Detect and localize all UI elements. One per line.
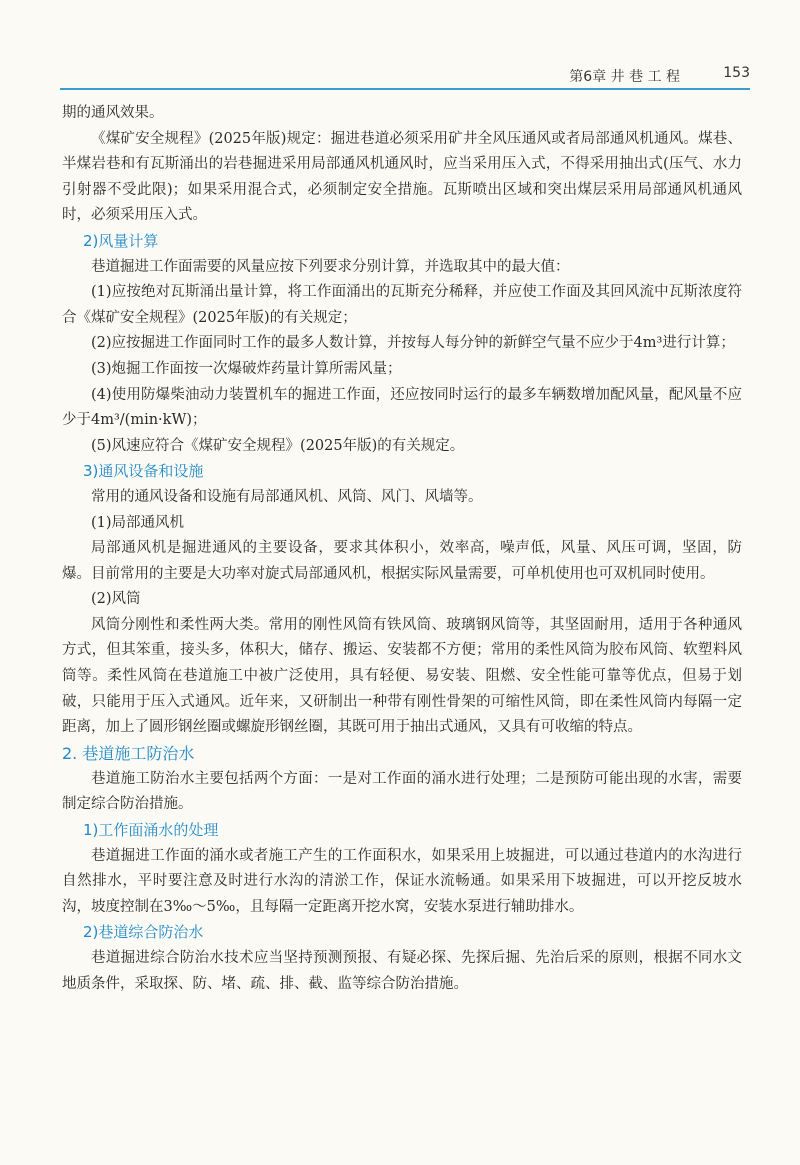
paragraph: 期的通风效果。	[62, 105, 164, 121]
paragraph: (3)炮掘工作面按一次爆破炸药量计算所需风量；	[91, 360, 402, 377]
subsection-heading: 2)风量计算	[83, 231, 159, 250]
header-rule	[60, 88, 750, 90]
paragraph: 局部通风机是掘进通风的主要设备，要求其体积小，效率高，噪声低，风量、风压可调，坚固，防爆。目前常用的主要是大功率对旋式局部通风机，根据实际风量需要，可单机使用也可双机同时使用。	[62, 540, 742, 582]
subsection-heading: 3)通风设备和设施	[83, 462, 204, 481]
running-header	[60, 62, 750, 90]
paragraph: (5)风速应符合《煤矿安全规程》(2025年版)的有关规定。	[91, 437, 465, 454]
paragraph: 巷道掘进工作面的涌水或者施工产生的工作面积水，如果采用上坡掘进，可以通过巷道内的水沟进行自然排水，平时要注意及时进行水沟的清淤工作，保证水流畅通。如果采用下坡掘进，可以开挖反坡水沟，坡度控制在3‰～5‰，且每隔一定距离开挖水窝，安装水泵进行辅助排水。	[62, 847, 742, 915]
subsection-heading: 2)巷道综合防治水	[83, 923, 204, 942]
body-text	[62, 101, 742, 997]
paragraph: 《煤矿安全规程》(2025年版)规定：掘进巷道必须采用矿井全风压通风或者局部通风机通风。煤巷、半煤岩巷和有瓦斯涌出的岩巷掘进采用局部通风机通风时，应当采用压入式，不得采用抽出式(压气、水力引射器不受此限)；如果采用混合式，必须制定安全措施。瓦斯喷出区域和突出煤层采用局部通风机通风时，必须采用压入式。	[62, 130, 742, 224]
page-number: 153	[723, 65, 750, 81]
paragraph: 巷道掘进工作面需要的风量应按下列要求分别计算，并选取其中的最大值：	[91, 258, 570, 275]
paragraph: 风筒分刚性和柔性两大类。常用的刚性风筒有铁风筒、玻璃钢风筒等，其坚固耐用，适用于各种通风方式，但其笨重，接头多，体积大，储存、搬运、安装都不方便；常用的柔性风筒为胶布风筒、软塑料风筒等。柔性风筒在巷道施工中被广泛使用，具有轻便、易安装、阻燃、安全性能可靠等优点，但易于划破，只能用于压入式通风。近年来，又研制出一种带有刚性骨架的可缩性风筒，即在柔性风筒内每隔一定距离，加上了圆形钢丝圈或螺旋形钢丝圈，其既可用于抽出式通风，又具有可收缩的特点。	[62, 616, 742, 736]
paragraph: 常用的通风设备和设施有局部通风机、风筒、风门、风墙等。	[91, 488, 483, 505]
subsection-heading: 1)工作面涌水的处理	[83, 821, 219, 840]
paragraph: (2)风筒	[91, 591, 141, 608]
section-heading: 2. 巷道施工防治水	[62, 743, 195, 763]
paragraph: (4)使用防爆柴油动力装置机车的掘进工作面，还应按同时运行的最多车辆数增加配风量，配风量不应少于4m³/(min·kW)；	[62, 386, 742, 429]
chapter-title: 第6章 井 巷 工 程	[569, 69, 680, 85]
paragraph: 巷道掘进综合防治水技术应当坚持预测预报、有疑必探、先探后掘、先治后采的原则，根据不同水文地质条件，采取探、防、堵、疏、排、截、监等综合防治措施。	[62, 950, 742, 992]
paragraph: 巷道施工防治水主要包括两个方面：一是对工作面的涌水进行处理；二是预防可能出现的水害，需要制定综合防治措施。	[62, 770, 742, 813]
paragraph: (2)应按掘进工作面同时工作的最多人数计算，并按每人每分钟的新鲜空气量不应少于4m³进行计算；	[91, 335, 735, 352]
paragraph: (1)局部通风机	[91, 514, 185, 531]
paragraph: (1)应按绝对瓦斯涌出量计算，将工作面涌出的瓦斯充分稀释，并应使工作面及其回风流中瓦斯浓度符合《煤矿安全规程》(2025年版)的有关规定；	[62, 284, 742, 326]
